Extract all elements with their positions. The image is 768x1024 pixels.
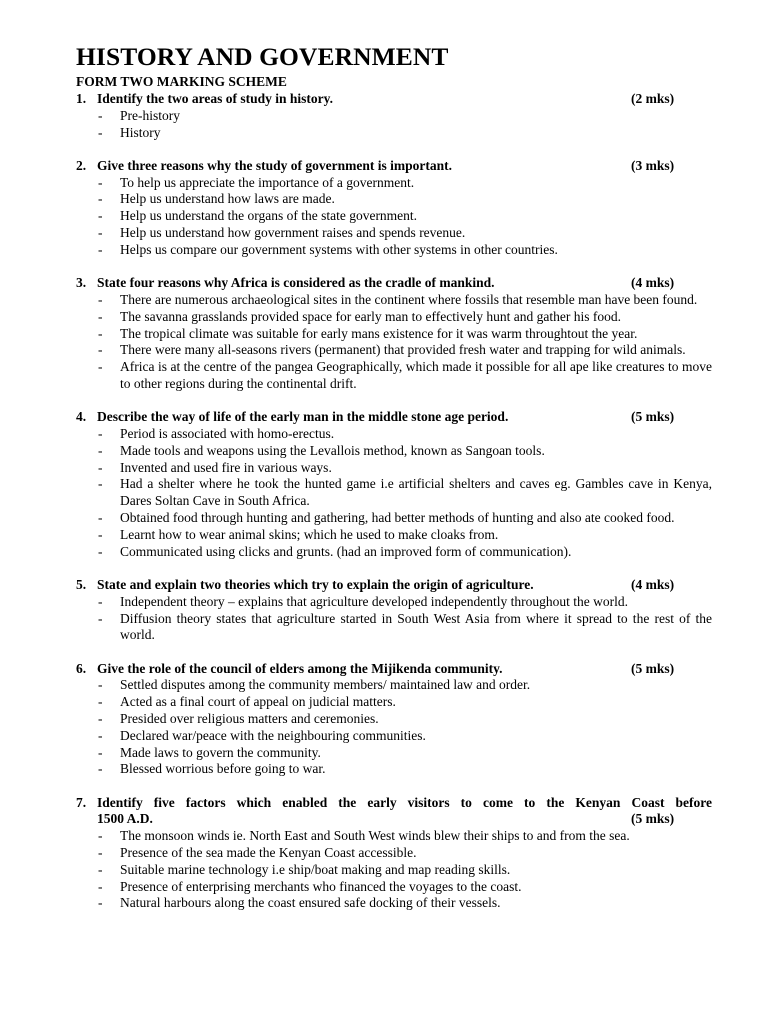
- question-1: [76, 91, 712, 141]
- question-marks: (4 mks): [631, 576, 675, 592]
- question-heading: [76, 795, 712, 829]
- question-marks: (5 mks): [631, 811, 675, 827]
- question-heading: [76, 275, 712, 292]
- bullet-dash-icon: -: [98, 308, 103, 324]
- bullet-dash-icon: -: [98, 711, 103, 726]
- answer-item: [76, 745, 712, 762]
- question-text: State and explain two theories which try to explain the origin of agriculture.: [97, 576, 534, 592]
- answer-list: [76, 292, 712, 393]
- question-text: Give the role of the council of elders among the Mijikenda community.: [97, 660, 503, 676]
- question-number: 4.: [76, 409, 87, 425]
- bullet-dash-icon: -: [98, 895, 103, 911]
- bullet-dash-icon: -: [98, 828, 103, 844]
- answer-item: [76, 510, 712, 527]
- bullet-dash-icon: -: [98, 543, 103, 559]
- question-heading: [76, 577, 712, 594]
- question-marks: (3 mks): [631, 157, 675, 173]
- question-marks: (5 mks): [631, 409, 675, 425]
- bullet-dash-icon: -: [98, 291, 103, 307]
- bullet-dash-icon: -: [98, 727, 103, 743]
- answer-item: [76, 828, 712, 845]
- question-7: [76, 795, 712, 913]
- question-number: 3.: [76, 275, 87, 291]
- answer-item: [76, 527, 712, 544]
- question-text: Describe the way of life of the early man in the middle stone age period.: [97, 409, 509, 425]
- question-number: 6.: [76, 660, 87, 676]
- answer-item: [76, 225, 712, 242]
- answer-text: Invented and used fire in various ways.: [120, 459, 332, 475]
- answer-text: Help us understand how laws are made.: [120, 191, 335, 207]
- answer-text: Declared war/peace with the neighbouring communities.: [120, 727, 426, 743]
- answer-text: The savanna grasslands provided space for early man to effectively hunt and gather his food.: [120, 308, 621, 324]
- answer-item: [76, 443, 712, 460]
- question-number: 1.: [76, 91, 87, 106]
- answer-text: Obtained food through hunting and gathering, had better methods of hunting and also ate cooked food.: [120, 510, 675, 526]
- answer-text: Had a shelter where he took the hunted game i.e artificial shelters and caves eg. Gambles cave in Kenya, Dares Soltan Cave in South Africa.: [120, 476, 712, 509]
- answer-text: Help us understand the organs of the state government.: [120, 208, 418, 224]
- answer-item: [76, 292, 712, 309]
- answer-item: [76, 711, 712, 728]
- question-heading: [76, 661, 712, 678]
- answer-item: [76, 862, 712, 879]
- answer-list: [76, 175, 712, 259]
- bullet-dash-icon: -: [98, 359, 103, 375]
- bullet-dash-icon: -: [98, 426, 103, 442]
- answer-text: To help us appreciate the importance of a government.: [120, 174, 415, 190]
- answer-item: [76, 242, 712, 259]
- answer-item: [76, 677, 712, 694]
- bullet-dash-icon: -: [98, 225, 103, 241]
- bullet-dash-icon: -: [98, 610, 103, 626]
- question-text: State four reasons why Africa is considered as the cradle of mankind.: [97, 275, 495, 291]
- answer-text: Presence of enterprising merchants who financed the voyages to the coast.: [120, 878, 522, 894]
- answer-text: Acted as a final court of appeal on judicial matters.: [120, 694, 396, 710]
- question-list: [76, 91, 712, 912]
- answer-text: Blessed worrious before going to war.: [120, 761, 326, 777]
- bullet-dash-icon: -: [98, 861, 103, 877]
- bullet-dash-icon: -: [98, 241, 103, 257]
- answer-text: Pre-history: [120, 107, 180, 123]
- marking-scheme-document: [76, 40, 712, 929]
- answer-list: [76, 108, 712, 142]
- question-2: [76, 158, 712, 259]
- bullet-dash-icon: -: [98, 845, 103, 861]
- answer-text: Period is associated with homo-erectus.: [120, 426, 335, 442]
- question-text: Give three reasons why the study of government is important.: [97, 157, 452, 173]
- bullet-dash-icon: -: [98, 124, 103, 140]
- answer-list: [76, 828, 712, 912]
- bullet-dash-icon: -: [98, 342, 103, 358]
- answer-text: There are numerous archaeological sites in the continent where fossils that resemble man have been found.: [120, 291, 698, 307]
- answer-list: [76, 594, 712, 644]
- answer-text: Made tools and weapons using the Levallois method, known as Sangoan tools.: [120, 442, 545, 458]
- answer-item: [76, 208, 712, 225]
- question-number: 7.: [76, 794, 87, 810]
- answer-text: Helps us compare our government systems with other systems in other countries.: [120, 241, 558, 257]
- answer-item: [76, 594, 712, 611]
- question-4: [76, 409, 712, 560]
- bullet-dash-icon: -: [98, 208, 103, 224]
- question-marks: (5 mks): [631, 660, 675, 676]
- bullet-dash-icon: -: [98, 191, 103, 207]
- answer-item: [76, 108, 712, 125]
- bullet-dash-icon: -: [98, 510, 103, 526]
- question-3: [76, 275, 712, 393]
- answer-text: There were many all-seasons rivers (permanent) that provided fresh water and trapping for wild animals.: [120, 342, 686, 358]
- question-heading: [76, 409, 712, 426]
- bullet-dash-icon: -: [98, 526, 103, 542]
- answer-item: [76, 175, 712, 192]
- answer-list: [76, 677, 712, 778]
- bullet-dash-icon: -: [98, 878, 103, 894]
- answer-text: Presence of the sea made the Kenyan Coast accessible.: [120, 845, 417, 861]
- answer-text: Suitable marine technology i.e ship/boat making and map reading skills.: [120, 861, 511, 877]
- question-marks: (2 mks): [631, 91, 675, 106]
- bullet-dash-icon: -: [98, 761, 103, 777]
- answer-text: Diffusion theory states that agriculture started in South West Asia from where it spread to the rest of the world.: [120, 610, 712, 643]
- answer-item: [76, 476, 712, 510]
- answer-text: Settled disputes among the community members/ maintained law and order.: [120, 677, 531, 693]
- answer-item: [76, 460, 712, 477]
- question-6: [76, 661, 712, 779]
- question-number: 5.: [76, 576, 87, 592]
- answer-text: Learnt how to wear animal skins; which he used to make cloaks from.: [120, 526, 499, 542]
- bullet-dash-icon: -: [98, 677, 103, 693]
- answer-list: [76, 426, 712, 560]
- bullet-dash-icon: -: [98, 107, 103, 123]
- question-5: [76, 577, 712, 644]
- answer-item: [76, 728, 712, 745]
- question-text-continued: 1500 A.D.: [97, 811, 153, 827]
- answer-item: [76, 125, 712, 142]
- answer-item: [76, 191, 712, 208]
- bullet-dash-icon: -: [98, 694, 103, 710]
- answer-text: Independent theory – explains that agriculture developed independently throughout the world.: [120, 593, 628, 609]
- answer-text: Presided over religious matters and ceremonies.: [120, 711, 379, 726]
- answer-item: [76, 544, 712, 561]
- answer-item: [76, 611, 712, 645]
- bullet-dash-icon: -: [98, 593, 103, 609]
- answer-item: [76, 845, 712, 862]
- answer-text: The tropical climate was suitable for early mans existence for it was warm throughtout the year.: [120, 325, 638, 341]
- question-number: 2.: [76, 157, 87, 173]
- answer-item: [76, 342, 712, 359]
- document-subtitle: FORM TWO MARKING SCHEME: [76, 74, 287, 89]
- answer-item: [76, 895, 712, 912]
- answer-text: History: [120, 124, 161, 140]
- answer-item: [76, 309, 712, 326]
- bullet-dash-icon: -: [98, 174, 103, 190]
- bullet-dash-icon: -: [98, 459, 103, 475]
- answer-text: Help us understand how government raises and spends revenue.: [120, 225, 466, 241]
- answer-item: [76, 426, 712, 443]
- question-text: Identify the two areas of study in history.: [97, 91, 334, 106]
- answer-text: Communicated using clicks and grunts. (had an improved form of communication).: [120, 543, 572, 559]
- bullet-dash-icon: -: [98, 744, 103, 760]
- answer-text: Africa is at the centre of the pangea Geographically, which made it possible for all ape like creatures to move to other regions during the continental drift.: [120, 359, 712, 391]
- answer-item: [76, 359, 712, 393]
- answer-item: [76, 326, 712, 343]
- document-title: HISTORY AND GOVERNMENT: [76, 42, 449, 71]
- answer-text: The monsoon winds ie. North East and South West winds blew their ships to and from the sea.: [120, 828, 630, 844]
- answer-text: Made laws to govern the community.: [120, 744, 321, 760]
- answer-item: [76, 761, 712, 778]
- bullet-dash-icon: -: [98, 476, 103, 492]
- bullet-dash-icon: -: [98, 325, 103, 341]
- question-text: Identify five factors which enabled the early visitors to come to the Kenyan Coast before: [97, 794, 712, 810]
- question-marks: (4 mks): [631, 275, 675, 291]
- answer-text: Natural harbours along the coast ensured safe docking of their vessels.: [120, 895, 501, 911]
- bullet-dash-icon: -: [98, 442, 103, 458]
- answer-item: [76, 694, 712, 711]
- question-heading: [76, 158, 712, 175]
- answer-item: [76, 879, 712, 896]
- question-heading: [76, 91, 712, 108]
